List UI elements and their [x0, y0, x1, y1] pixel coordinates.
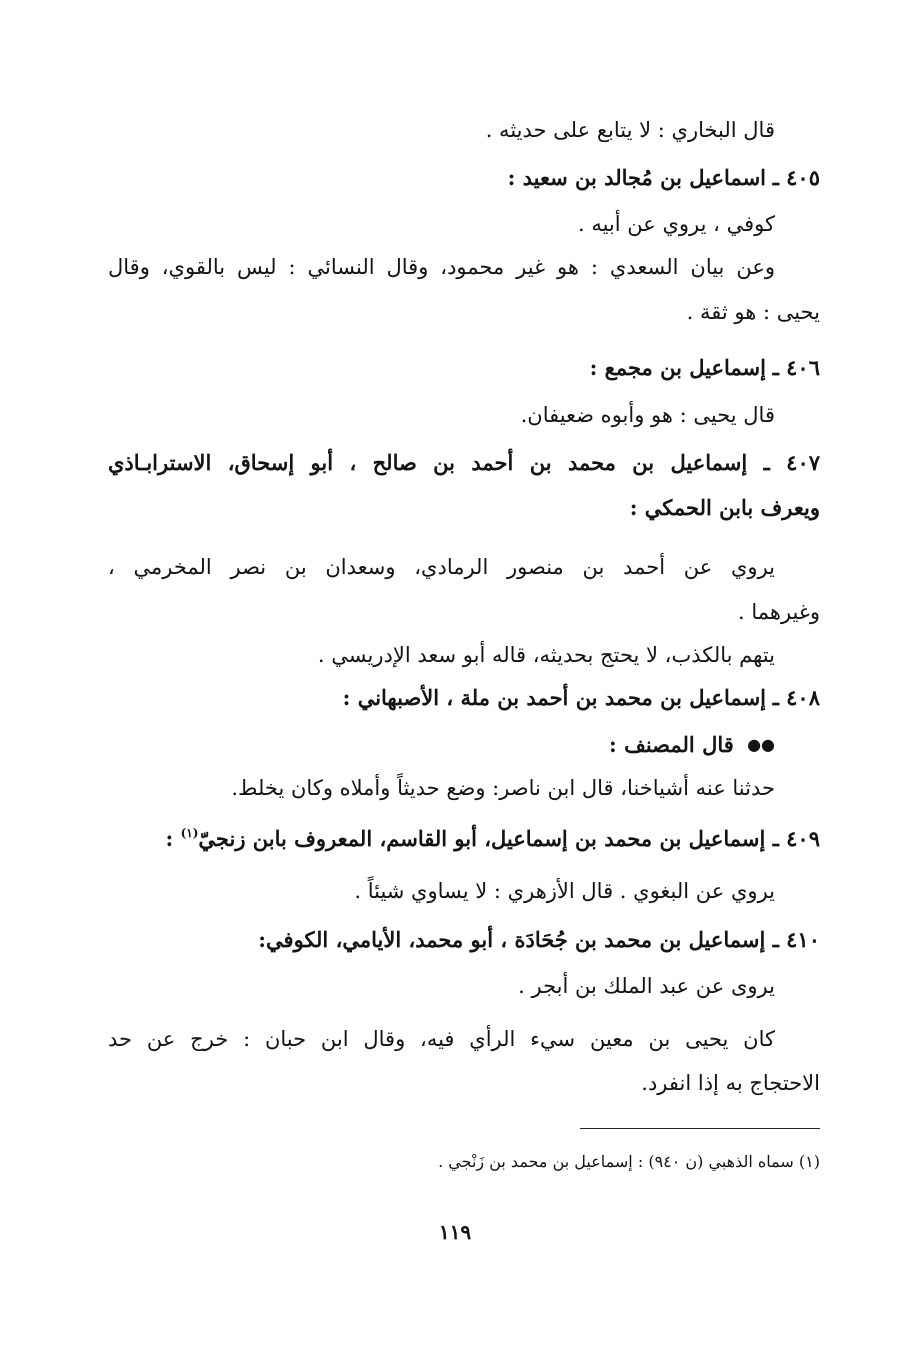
entry-407-continuation: ويعرف بابن الحمكي :: [629, 495, 820, 520]
text-line: كان يحيى بن معين سيء الرأي فيه، وقال ابن حبان : خرج عن حد: [108, 1027, 775, 1051]
text-line: وغيرهما .: [737, 600, 820, 624]
bullet-dots-icon: ●●: [747, 735, 775, 754]
footnote-marker: (١): [180, 826, 199, 840]
page-number: ١١٩: [438, 1220, 472, 1244]
text-line: يروي عن أحمد بن منصور الرمادي، وسعدان بن نصر المخرمي ،: [108, 555, 775, 579]
text-line: يروي عن البغوي . قال الأزهري : لا يساوي شيئاً .: [354, 879, 775, 903]
entry-colon: :: [165, 826, 181, 851]
entry-405-heading: [508, 163, 820, 193]
author-note: [609, 730, 775, 760]
text-line: الاحتجاج به إذا انفرد.: [641, 1071, 820, 1095]
entry-name: إسماعيل بن محمد بن جُحَادَة ، أبو محمد، الأيامي، الكوفي:: [258, 927, 766, 952]
entry-name: إسماعيل بن مجمع :: [589, 355, 766, 380]
text-line: يروى عن عبد الملك بن أبجر .: [518, 974, 775, 998]
entry-number: ٤٠٦ ـ: [772, 355, 820, 380]
entry-408-heading: [343, 683, 820, 713]
footnote: (١) سماه الذهبي (ن ٩٤٠) : إسماعيل بن محمد بن زَنْجي .: [438, 1152, 820, 1171]
entry-name: إسماعيل بن محمد بن إسماعيل، أبو القاسم، المعروف بابن زنجيّ: [198, 826, 766, 851]
text-line: يتهم بالكذب، لا يحتج بحديثه، قاله أبو سعد الإدريسي .: [317, 643, 775, 667]
entry-number: ٤١٠ ـ: [772, 927, 820, 952]
entry-name: اسماعيل بن مُجالد بن سعيد :: [507, 165, 766, 190]
entry-number: ٤٠٥ ـ: [772, 165, 820, 190]
entry-name: إسماعيل بن محمد بن أحمد بن صالح ، أبو إسحاق، الاسترابـاذي: [108, 450, 748, 475]
text-line: وعن بيان السعدي : هو غير محمود، وقال النسائي : ليس بالقوي، وقال: [108, 255, 775, 279]
text-line: يحيى : هو ثقة .: [686, 300, 820, 324]
text-line: كوفي ، يروي عن أبيه .: [577, 212, 775, 236]
entry-407-heading: [108, 448, 820, 478]
footnote-divider: [580, 1128, 820, 1129]
text-line: قال البخاري : لا يتابع على حديثه .: [485, 118, 775, 142]
text-line: قال يحيى : هو وأبوه ضعيفان.: [520, 403, 775, 427]
author-label: قال المصنف :: [609, 732, 734, 757]
entry-406-heading: [590, 353, 820, 383]
entry-409-heading: [166, 818, 820, 854]
entry-name: إسماعيل بن محمد بن أحمد بن ملة ، الأصبهاني :: [342, 685, 766, 710]
text-line: حدثنا عنه أشياخنا، قال ابن ناصر: وضع حديثاً وأملاه وكان يخلط.: [231, 776, 775, 800]
entry-number: ٤٠٨ ـ: [772, 685, 820, 710]
entry-number: ٤٠٧ ـ: [763, 450, 821, 475]
entry-number: ٤٠٩ ـ: [772, 826, 820, 851]
entry-410-heading: [258, 925, 820, 955]
